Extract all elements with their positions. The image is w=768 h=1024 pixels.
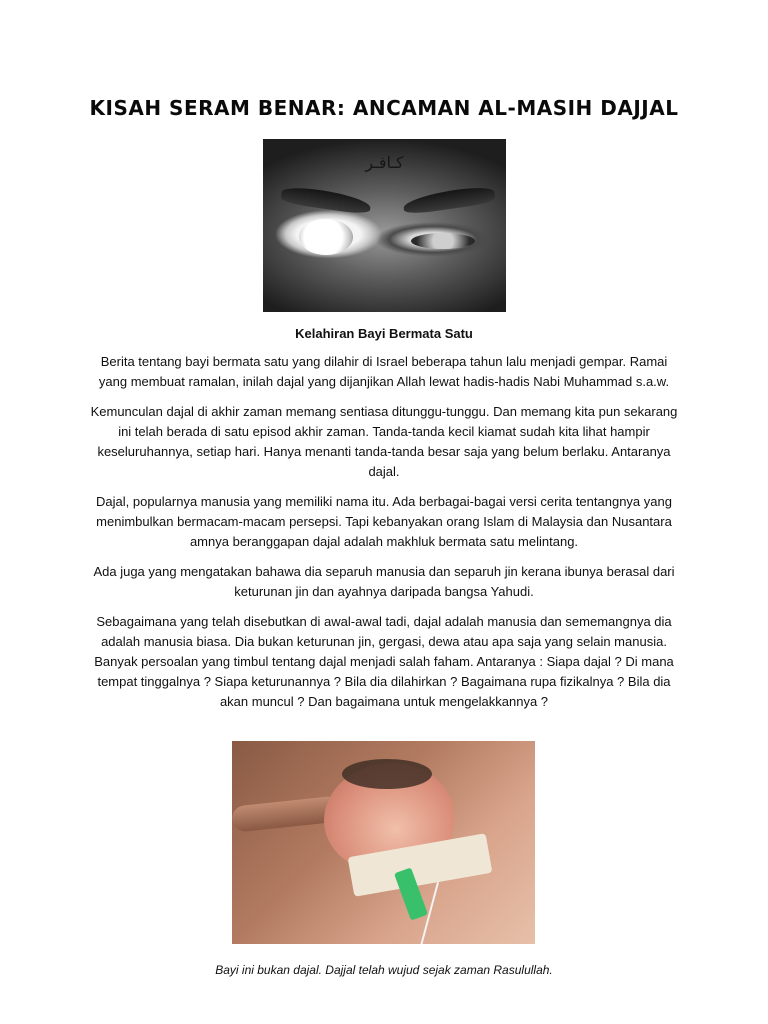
dark-eye xyxy=(411,233,475,249)
blind-eye xyxy=(299,219,353,255)
left-brow xyxy=(280,185,372,215)
paragraph: Kemunculan dajal di akhir zaman memang sentiasa ditunggu-tunggu. Dan memang kita pun sekarang ini telah berada di satu episod akhir zaman. Tanda-tanda kecil kiamat sudah kita lihat hampir keseluruhannya, setiap hari. Hanya menanti tanda-tanda besar saja yang belum berlaku. Antaranya dajal. xyxy=(90,404,678,479)
paragraph: Sebagaimana yang telah disebutkan di awal-awal tadi, dajal adalah manusia dan sememangnya dia adalah manusia biasa. Dia bukan keturunan jin, gergasi, dewa atau apa saja yang selain manusia. Banyak persoalan yang timbul tentang dajal menjadi salah faham. Antaranya : Siapa dajal ? Di mana tempat tinggalnya ? Siapa keturunannya ? Bila dia dilahirkan ? Bagaimana rupa fizikalnya ? Bila dia akan muncul ? Dan bagaimana untuk mengelakkannya ? xyxy=(94,614,674,709)
image-caption: Bayi ini bukan dajal. Dajjal telah wujud sejak zaman Rasulullah. xyxy=(215,963,553,977)
paragraph: Dajal, popularnya manusia yang memiliki nama itu. Ada berbagai-bagai versi cerita tentangnya yang menimbulkan bermacam-macam persepsi. Tapi kebanyakan orang Islam di Malaysia dan Nusantara amnya beranggapan dajal adalah makhluk bermata satu melintang. xyxy=(96,494,672,549)
eyes-illustration xyxy=(263,139,506,312)
paragraph: Ada juga yang mengatakan bahawa dia separuh manusia dan separuh jin kerana ibunya berasal dari keturunan jin dan ayahnya daripada bangsa Yahudi. xyxy=(93,564,675,599)
baby-hair xyxy=(342,759,432,789)
baby-photo xyxy=(232,741,535,944)
right-brow xyxy=(402,185,496,216)
forehead-mark: كـافـر xyxy=(365,153,404,172)
section-heading: Kelahiran Bayi Bermata Satu xyxy=(295,326,473,341)
page-title: KISAH SERAM BENAR: ANCAMAN AL-MASIH DAJJAL xyxy=(89,96,679,120)
article-body xyxy=(88,352,680,722)
paragraph: Berita tentang bayi bermata satu yang dilahir di Israel beberapa tahun lalu menjadi gempar. Ramai yang membuat ramalan, inilah dajal yang dijanjikan Allah lewat hadis-hadis Nabi Muhammad s.a.w. xyxy=(98,354,670,389)
